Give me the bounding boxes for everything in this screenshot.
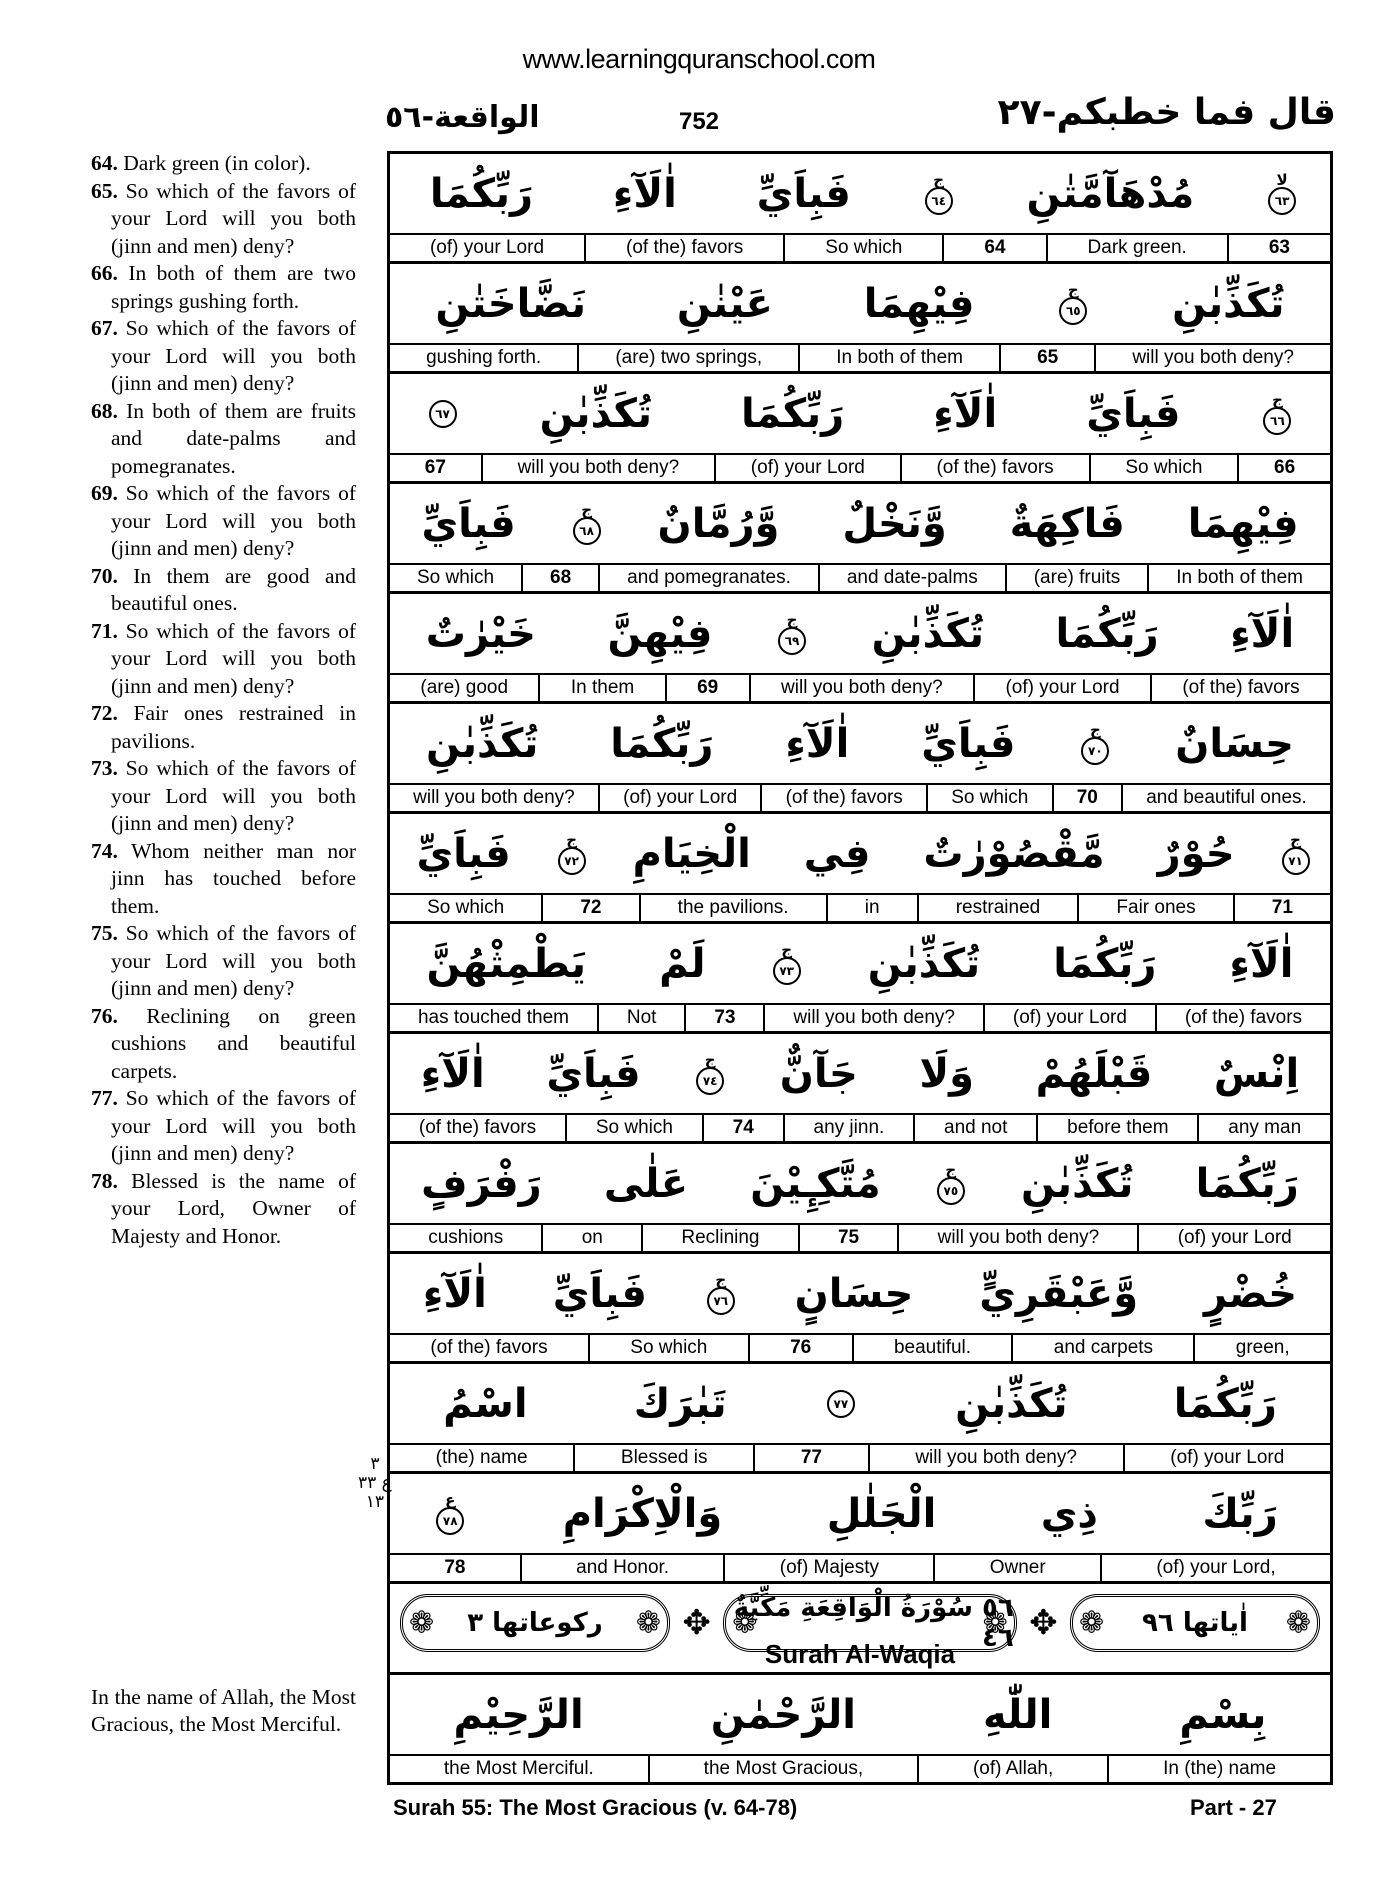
verse-note — [91, 1168, 356, 1251]
arabic-word: يَطْمِثْهُنَّ — [426, 940, 587, 987]
verse-note-number: 65. — [91, 178, 118, 203]
ornament-icon: ✥ — [1029, 1605, 1058, 1642]
arabic-word: رَبِّكُمَا — [1055, 610, 1159, 657]
translation-cell: So which — [783, 235, 942, 261]
verse-number-cell: 63 — [1227, 235, 1330, 261]
verse-note-number: 71. — [91, 618, 118, 643]
arabic-word: تُكَذِّبٰنِ — [867, 940, 981, 987]
verse-note — [91, 755, 356, 838]
ayah-end-marker — [1081, 720, 1109, 765]
verse-number-cell: 73 — [684, 1005, 763, 1031]
ayah-number-circle-icon: ٧٦ — [707, 1287, 735, 1315]
translation-cell: So which — [1089, 455, 1238, 481]
arabic-word: اِنْسٌ — [1213, 1050, 1300, 1097]
arabic-word: الرَّحِيْمِ — [453, 1691, 584, 1738]
translation-cell: So which — [926, 785, 1052, 811]
translation-cell: the pavilions. — [639, 895, 826, 921]
verse-note-number: 64. — [91, 151, 118, 175]
translation-row — [390, 343, 1330, 374]
arabic-row — [390, 1364, 1330, 1443]
arabic-row — [390, 264, 1330, 343]
ayah-number-circle-icon: ٧٨ — [436, 1507, 464, 1535]
verse-note-text: So which of the favors of your Lord will you both (jinn and men) deny? — [111, 178, 356, 258]
ayah-end-marker — [436, 1490, 464, 1535]
arabic-word: رَبِّكُمَا — [1195, 1160, 1299, 1207]
translation-cell: So which — [427, 897, 505, 918]
translation-notes — [91, 150, 356, 1250]
arabic-word: مُتَّكِـِٕيْنَ — [750, 1160, 881, 1207]
arabic-word: الرَّحْمٰنِ — [710, 1691, 856, 1738]
arabic-word: فِي — [803, 830, 871, 877]
verse-note-number: 68. — [91, 398, 118, 423]
ayah-number-circle-icon: ٧٢ — [558, 847, 586, 875]
arabic-word: رَفْرَفٍ — [421, 1160, 542, 1207]
arabic-word: عَلٰى — [603, 1160, 689, 1207]
bismillah-translation: In the name of Allah, the Most Gracious, the Most Merciful. — [91, 1685, 356, 1736]
translation-row — [390, 1553, 1330, 1584]
translation-cell: the Most Merciful. — [443, 1758, 594, 1779]
verse-note — [91, 920, 356, 1003]
arabic-word: اٰلَآءِ — [1229, 940, 1294, 987]
table-row — [390, 1034, 1330, 1144]
translation-row — [390, 453, 1330, 484]
translation-cell: and Honor. — [520, 1555, 724, 1581]
translation-cell: green, — [1193, 1335, 1330, 1361]
translation-cell: Fair ones — [1077, 895, 1232, 921]
translation-cell: (of) your Lord — [429, 237, 545, 258]
verse-note-number: 67. — [91, 316, 118, 340]
verse-note-number: 73. — [91, 756, 118, 780]
arabic-word: حِسَانٍ — [794, 1270, 914, 1317]
surah-banner-row — [390, 1584, 1330, 1675]
table-row — [390, 594, 1330, 704]
verse-number-cell: 72 — [541, 895, 638, 921]
translation-cell: In them — [538, 675, 664, 701]
arabic-row — [390, 374, 1330, 453]
ayah-end-marker — [773, 940, 801, 985]
ayah-end-marker — [696, 1050, 724, 1095]
arabic-word: فَبِاَيِّ — [421, 500, 516, 547]
verse-note-text: Whom neither man nor jinn has touched before them. — [111, 838, 356, 918]
arabic-word: تُكَذِّبٰنِ — [955, 1380, 1068, 1427]
ayah-end-marker — [573, 500, 601, 545]
translation-cell: beautiful. — [852, 1335, 1012, 1361]
arabic-word: رَبِّكُمَا — [741, 390, 845, 437]
juz-header: قال فما خطبكم-٢٧ — [997, 92, 1336, 133]
arabic-word: رَبِّكَ — [1202, 1490, 1278, 1537]
arabic-row — [390, 814, 1330, 893]
ayah-end-marker — [1268, 170, 1296, 215]
arabic-word: اٰلَآءِ — [785, 720, 850, 767]
arabic-row — [390, 594, 1330, 673]
arabic-word: فَبِاَيِّ — [756, 170, 851, 217]
arabic-word: قَبْلَهُمْ — [1035, 1050, 1153, 1097]
translation-cell: (are) two springs, — [577, 345, 798, 371]
ayah-number-circle-icon: ٦٥ — [1059, 297, 1087, 325]
arabic-word: مَّقْصُوْرٰتٌ — [923, 830, 1105, 877]
verse-note-text: Fair ones restrained in pavilions. — [111, 701, 357, 753]
arabic-word: اٰلَآءِ — [420, 1050, 485, 1097]
verse-note-text: Dark green (in color). — [123, 151, 311, 175]
verse-number-cell: 75 — [798, 1225, 898, 1251]
table-row — [390, 264, 1330, 374]
waqf-sign: ج — [715, 1270, 727, 1289]
verse-note-number: 69. — [91, 481, 118, 505]
arabic-word: تُكَذِّبٰنِ — [425, 720, 539, 767]
surah-banner — [390, 1584, 1330, 1672]
verse-note-text: So which of the favors of your Lord will you both (jinn and men) deny? — [111, 756, 356, 835]
translation-cell: (of) your Lord, — [1100, 1555, 1330, 1581]
waqf-sign: ع — [445, 1490, 456, 1509]
arabic-row — [390, 1034, 1330, 1113]
verse-note — [91, 563, 356, 618]
translation-cell: So which — [588, 1335, 748, 1361]
footer-part: Part - 27 — [1190, 1795, 1277, 1820]
translation-row — [390, 783, 1330, 814]
waqf-sign: ج — [581, 500, 593, 519]
ayah-number-circle-icon: ٦٦ — [1263, 407, 1291, 435]
verse-note — [91, 315, 356, 398]
translation-cell: before them — [1036, 1115, 1197, 1141]
surah-title: Surah Al-Waqia — [764, 1639, 956, 1669]
translation-cell: will you both deny? — [1094, 345, 1330, 371]
translation-cell: the Most Gracious, — [648, 1756, 917, 1782]
ayah-number-circle-icon: ٦٨ — [573, 517, 601, 545]
arabic-word: فَبِاَيِّ — [552, 1270, 647, 1317]
ayah-number-circle-icon: ٦٤ — [925, 187, 953, 215]
translation-cell: Not — [597, 1005, 684, 1031]
arabic-word: رَبِّكُمَا — [610, 720, 714, 767]
arabic-word: فِيْهِمَا — [1187, 500, 1299, 547]
ayah-end-marker — [1263, 390, 1291, 435]
translation-cell: (of the) favors — [1150, 675, 1330, 701]
translation-cell: (of the) favors — [584, 235, 783, 261]
translation-cell: will you both deny? — [868, 1445, 1123, 1471]
translation-cell: will you both deny? — [749, 675, 973, 701]
verse-note — [91, 398, 356, 481]
ayah-number-circle-icon: ٧٥ — [937, 1177, 965, 1205]
arabic-row — [390, 924, 1330, 1003]
arabic-word: وَّرُمَّانٌ — [657, 500, 780, 547]
translation-cell: (of) your Lord — [598, 785, 760, 811]
arabic-word: تُكَذِّبٰنِ — [871, 610, 984, 657]
translation-cell: restrained — [917, 895, 1078, 921]
translation-row — [390, 1003, 1330, 1034]
verse-note-number: 70. — [91, 563, 118, 588]
translation-cell: will you both deny? — [897, 1225, 1137, 1251]
translation-cell: (of) Majesty — [723, 1555, 933, 1581]
arabic-row — [390, 1254, 1330, 1333]
verse-number-cell: 77 — [753, 1445, 867, 1471]
translation-cell: (of the) favors — [900, 455, 1089, 481]
ayah-number-circle-icon: ٧١ — [1282, 847, 1310, 875]
ruku-marker-mid: ع ٣٣ — [358, 1473, 392, 1493]
verse-note-text: Reclining on green cushions and beautiful carpets. — [111, 1003, 357, 1083]
arabic-row — [390, 1474, 1330, 1553]
arabic-word: وَّعَبْقَرِيٍّ — [979, 1270, 1139, 1317]
translation-cell: and not — [913, 1115, 1036, 1141]
verse-note-number: 66. — [91, 261, 118, 285]
translation-row — [390, 563, 1330, 594]
verse-note — [91, 260, 356, 315]
table-row — [390, 1254, 1330, 1364]
arabic-word: تُكَذِّبٰنِ — [1172, 280, 1285, 327]
bismillah-row — [390, 1675, 1330, 1782]
arabic-word: خَيْرٰتٌ — [425, 610, 536, 657]
translation-cell: (of the) favors — [760, 785, 926, 811]
arabic-word: حِسَانٌ — [1175, 720, 1294, 767]
verse-note-text: So which of the favors of your Lord will you both (jinn and men) deny? — [111, 316, 356, 395]
arabic-word: خُضْرٍ — [1203, 1270, 1298, 1317]
arabic-word: الْخِيَامِ — [632, 830, 751, 877]
ayah-end-marker — [937, 1160, 965, 1205]
translation-row — [390, 1333, 1330, 1364]
surah-header: الواقعة-٥٦ — [385, 100, 540, 135]
translation-row — [390, 1113, 1330, 1144]
translation-cell: and carpets — [1011, 1335, 1193, 1361]
verse-note-text: In both of them are fruits and date-palms and pomegranates. — [111, 398, 356, 478]
translation-cell: will you both deny? — [413, 787, 575, 808]
word-by-word-table — [387, 151, 1333, 1785]
translation-cell: any jinn. — [783, 1115, 914, 1141]
translation-cell: So which — [416, 567, 495, 588]
translation-cell: any man — [1197, 1115, 1330, 1141]
translation-cell: (are) good — [420, 677, 509, 698]
waqf-sign: ج — [1067, 280, 1079, 299]
arabic-row — [390, 484, 1330, 563]
arabic-word: فَبِاَيِّ — [921, 720, 1016, 767]
arabic-word: فِيْهِنَّ — [607, 610, 713, 657]
translation-cell: and pomegranates. — [598, 565, 818, 591]
arabic-word: جَآنٌّ — [779, 1050, 858, 1097]
verse-number-cell: 70 — [1052, 785, 1122, 811]
translation-cell: Blessed is — [573, 1445, 753, 1471]
verse-note-text: So which of the favors of your Lord will you both (jinn and men) deny? — [111, 921, 356, 1000]
translation-cell: in — [826, 895, 917, 921]
verse-note-text: So which of the favors of your Lord will you both (jinn and men) deny? — [111, 1086, 356, 1165]
footer-surah-info: Surah 55: The Most Gracious (v. 64-78) — [393, 1795, 798, 1820]
translation-cell: (of) your Lord — [1123, 1445, 1330, 1471]
ayah-end-marker — [558, 830, 586, 875]
ayah-number-circle-icon: ٧٣ — [773, 957, 801, 985]
arabic-word: مُدْهَآمَّتٰنِ — [1026, 170, 1195, 217]
verse-number-cell: 78 — [444, 1557, 466, 1578]
arabic-word: تَبٰرَكَ — [633, 1380, 727, 1427]
verse-note — [91, 1085, 356, 1168]
translation-cell: (of) your Lord — [973, 675, 1150, 701]
table-row — [390, 1144, 1330, 1254]
arabic-word: رَبِّكُمَا — [1173, 1380, 1277, 1427]
translation-row — [390, 893, 1330, 924]
verse-note-text: In them are good and beautiful ones. — [111, 563, 357, 615]
waqf-sign: ج — [786, 610, 798, 629]
arabic-word: فَاكِهَةٌ — [1009, 500, 1125, 547]
translation-cell: will you both deny? — [763, 1005, 983, 1031]
ayah-end-marker — [778, 610, 806, 655]
verse-number-cell: 71 — [1233, 895, 1330, 921]
arabic-row — [390, 154, 1330, 233]
ayah-number-circle-icon: ٧٧ — [827, 1390, 855, 1418]
arabic-word: اٰلَآءِ — [422, 1270, 487, 1317]
translation-cell: So which — [565, 1115, 702, 1141]
translation-cell: (of the) favors — [430, 1337, 548, 1358]
site-url[interactable]: www.learningquranschool.com — [522, 44, 876, 74]
arabic-word: بِسْمِ — [1179, 1691, 1267, 1738]
verse-note-text: Blessed is the name of your Lord, Owner of Majesty and Honor. — [111, 1168, 356, 1248]
arabic-row — [390, 1144, 1330, 1223]
translation-cell: on — [541, 1225, 641, 1251]
translation-cell: (of) your Lord — [714, 455, 900, 481]
verse-note — [91, 150, 356, 178]
arabic-word: اٰلَآءِ — [933, 390, 998, 437]
translation-row — [390, 1443, 1330, 1474]
waqf-sign: ج — [566, 830, 578, 849]
ayah-end-marker — [429, 400, 457, 428]
arabic-word: تُكَذِّبٰنِ — [539, 390, 652, 437]
waqf-sign: ج — [1089, 720, 1101, 739]
verse-number-cell: 66 — [1237, 455, 1330, 481]
arabic-word: تُكَذِّبٰنِ — [1021, 1160, 1134, 1207]
ayah-number-circle-icon: ٦٧ — [429, 400, 457, 428]
waqf-sign: ج — [781, 940, 793, 959]
verse-number-cell: 76 — [748, 1335, 852, 1361]
arabic-word: فَبِاَيِّ — [546, 1050, 641, 1097]
arabic-word: اللّٰهِ — [982, 1691, 1053, 1738]
verse-note — [91, 178, 356, 261]
verse-note-number: 77. — [91, 1086, 118, 1110]
translation-cell: (of the) favors — [1155, 1005, 1330, 1031]
verse-note-number: 75. — [91, 921, 118, 945]
verse-note — [91, 480, 356, 563]
ayah-end-marker — [1282, 830, 1310, 875]
verse-note-number: 72. — [91, 701, 118, 725]
translation-cell: and beautiful ones. — [1121, 785, 1330, 811]
translation-row — [390, 1754, 1330, 1782]
arabic-word: وَلَا — [919, 1050, 975, 1097]
arabic-word: فِيْهِمَا — [863, 280, 975, 327]
ayah-number-circle-icon: ٧٠ — [1081, 737, 1109, 765]
translation-cell: Reclining — [641, 1225, 798, 1251]
translation-cell: (of) Allah, — [917, 1756, 1107, 1782]
arabic-row — [390, 1675, 1330, 1754]
translation-cell: In both of them — [798, 345, 999, 371]
verse-note-text: So which of the favors of your Lord will you both (jinn and men) deny? — [111, 618, 356, 698]
arabic-word: وَّنَخْلٌ — [842, 500, 947, 547]
table-row — [390, 1364, 1330, 1474]
arabic-row — [390, 704, 1330, 783]
arabic-word: الْجَلٰلِ — [826, 1490, 937, 1537]
verse-number-cell: 64 — [942, 235, 1045, 261]
translation-cell: gushing forth. — [426, 347, 542, 368]
ayah-number-circle-icon: ٦٣ — [1268, 187, 1296, 215]
translation-row — [390, 1223, 1330, 1254]
verse-note — [91, 700, 356, 755]
arabic-word: ذِي — [1040, 1490, 1098, 1537]
table-row — [390, 374, 1330, 484]
translation-row — [390, 233, 1330, 264]
table-row — [390, 924, 1330, 1034]
translation-cell: In (the) name — [1107, 1756, 1330, 1782]
arabic-word: لَمْ — [659, 940, 706, 987]
waqf-sign: ج — [933, 170, 945, 189]
translation-cell: (are) fruits — [1005, 565, 1148, 591]
translation-cell: In both of them — [1147, 565, 1330, 591]
verse-note-text: So which of the favors of your Lord will you both (jinn and men) deny? — [111, 481, 356, 560]
ayah-number-circle-icon: ٧٤ — [696, 1067, 724, 1095]
ruku-count-cartouche: ❁ ركوعاتها ٣ ❁ — [400, 1594, 670, 1652]
arabic-word: رَبِّكُمَا — [429, 170, 534, 217]
arabic-word: حُوْرٌ — [1157, 830, 1235, 877]
verse-number-cell: 68 — [521, 565, 598, 591]
translation-cell: cushions — [428, 1227, 504, 1248]
verse-note — [91, 618, 356, 701]
translation-cell: Owner — [933, 1555, 1100, 1581]
table-row — [390, 814, 1330, 924]
ayah-number-circle-icon: ٦٩ — [778, 627, 806, 655]
translation-cell: Dark green. — [1046, 235, 1227, 261]
verse-note-text: In both of them are two springs gushing forth. — [111, 261, 357, 313]
page-number: 752 — [678, 108, 720, 135]
verse-note — [91, 1003, 356, 1086]
ayah-end-marker — [827, 1390, 855, 1418]
ayah-end-marker — [925, 170, 953, 215]
translation-cell: will you both deny? — [481, 455, 714, 481]
ornament-icon: ✥ — [682, 1605, 711, 1642]
table-row — [390, 154, 1330, 264]
translation-row — [390, 673, 1330, 704]
arabic-word: وَالْاِكْرَامِ — [562, 1490, 723, 1537]
arabic-word: اسْمُ — [443, 1380, 528, 1427]
table-row — [390, 1474, 1330, 1584]
translation-cell: (the) name — [435, 1447, 528, 1468]
arabic-word: فَبِاَيِّ — [416, 830, 511, 877]
verse-note-number: 74. — [91, 838, 118, 863]
table-row — [390, 704, 1330, 814]
arabic-word: رَبِّكُمَا — [1053, 940, 1157, 987]
translation-cell: and date-palms — [818, 565, 1005, 591]
verse-number-cell: 69 — [665, 675, 749, 701]
ayat-count-cartouche: ❁ اٰياتها ٩٦ ❁ — [1070, 1594, 1320, 1652]
arabic-word: اٰلَآءِ — [1230, 610, 1295, 657]
ayah-end-marker — [1059, 280, 1087, 325]
verse-note-number: 78. — [91, 1168, 118, 1193]
translation-cell: has touched them — [417, 1007, 569, 1028]
verse-number-cell: 67 — [424, 457, 446, 478]
surah-name-cartouche: ❁ ٥٦ سُوْرَةُ الْوَاقِعَةِ مَكِّيَّةٌ ٤٦ ❁ — [723, 1594, 1017, 1652]
waqf-sign: ج — [1290, 830, 1301, 849]
arabic-word: عَيْنٰنِ — [676, 280, 773, 327]
arabic-word: نَضَّاخَتٰنِ — [435, 280, 587, 327]
verse-number-cell: 74 — [702, 1115, 783, 1141]
table-row — [390, 484, 1330, 594]
ayah-end-marker — [707, 1270, 735, 1315]
translation-cell: (of) your Lord — [983, 1005, 1155, 1031]
waqf-sign: لا — [1276, 170, 1288, 189]
verse-note — [91, 838, 356, 921]
waqf-sign: ج — [945, 1160, 957, 1179]
waqf-sign: ج — [704, 1050, 716, 1069]
waqf-sign: ج — [1272, 390, 1283, 409]
verse-note-number: 76. — [91, 1003, 118, 1028]
translation-cell: (of the) favors — [418, 1117, 537, 1138]
arabic-word: فَبِاَيِّ — [1086, 390, 1181, 437]
translation-cell: (of) your Lord — [1137, 1225, 1330, 1251]
ruku-marker-top: ٣ — [370, 1454, 380, 1474]
verse-number-cell: 65 — [999, 345, 1094, 371]
arabic-word: اٰلَآءِ — [612, 170, 677, 217]
ruku-marker-bottom: ١٣ — [365, 1492, 385, 1512]
